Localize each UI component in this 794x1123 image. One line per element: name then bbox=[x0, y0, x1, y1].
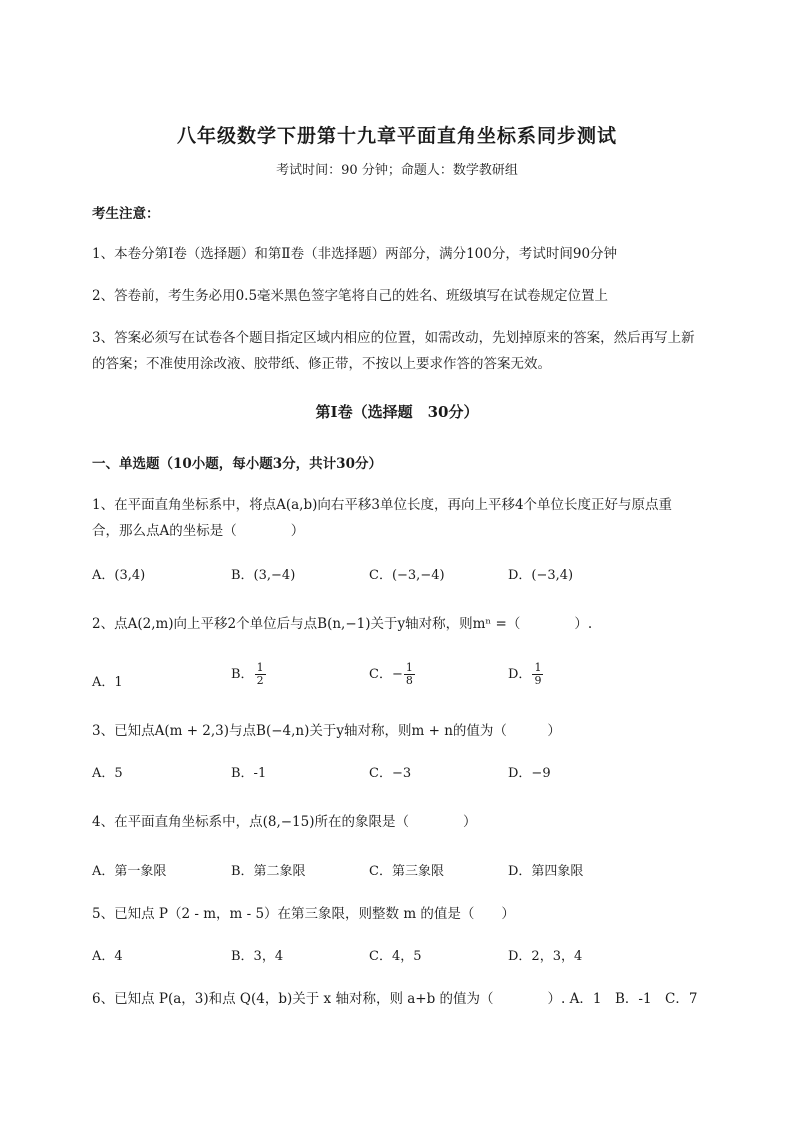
fraction bbox=[255, 662, 266, 687]
question-6-line-1: 6、已知点 P(a，3)和点 Q(4，b)关于 x 轴对称，则 a+b 的值为（ ）. A．1 B．-1 C．7 bbox=[92, 991, 698, 1007]
numerator: 1 bbox=[256, 661, 264, 674]
question-4-option-a[interactable]: A．第一象限 bbox=[92, 864, 167, 879]
option-c-label: C．− bbox=[369, 667, 403, 682]
question-3-line-1: 3、已知点A(m + 2,3)与点B(−4,n)关于y轴对称，则m + n的值为（ ） bbox=[92, 723, 561, 739]
question-1-option-b[interactable]: B．(3,−4) bbox=[231, 568, 296, 583]
question-5-option-b[interactable]: B．3，4 bbox=[231, 949, 284, 964]
question-5-option-d[interactable]: D．2，3，4 bbox=[508, 949, 583, 964]
question-1-line-2: 合，那么点A的坐标是（ ） bbox=[92, 523, 305, 539]
notice-item-3: 3、答案必须写在试卷各个题目指定区域内相应的位置，如需改动，先划掉原来的答案，然后再写上新 bbox=[92, 330, 695, 346]
question-3-option-a[interactable]: A．5 bbox=[92, 766, 123, 781]
numerator: 1 bbox=[534, 661, 542, 674]
question-1-option-c[interactable]: C．(−3,−4) bbox=[369, 568, 445, 583]
question-5-option-a[interactable]: A．4 bbox=[92, 949, 123, 964]
fraction bbox=[404, 662, 415, 687]
question-2-line-1: 2、点A(2,m)向上平移2个单位后与点B(n,−1)关于y轴对称，则mⁿ =（ ）. bbox=[92, 616, 593, 632]
question-4-option-b[interactable]: B．第二象限 bbox=[231, 864, 306, 879]
page-title: 八年级数学下册第十九章平面直角坐标系同步测试 bbox=[176, 125, 617, 147]
question-4-line-1: 4、在平面直角坐标系中，点(8,−15)所在的象限是（ ） bbox=[92, 814, 477, 830]
question-4-option-c[interactable]: C．第三象限 bbox=[369, 864, 444, 879]
numerator: 1 bbox=[405, 661, 413, 674]
denominator: 9 bbox=[534, 674, 542, 687]
question-1-line-1: 1、在平面直角坐标系中，将点A(a,b)向右平移3单位长度，再向上平移4个单位长度正好与原点重 bbox=[92, 497, 673, 513]
question-2-option-b[interactable] bbox=[231, 662, 267, 687]
question-1-option-d[interactable]: D．(−3,4) bbox=[508, 568, 574, 583]
denominator: 8 bbox=[405, 674, 413, 687]
option-d-label: D． bbox=[508, 667, 532, 682]
question-5-option-c[interactable]: C．4，5 bbox=[369, 949, 422, 964]
notice-heading: 考生注意： bbox=[92, 206, 160, 222]
part-title: 一、单选题（10小题，每小题3分，共计30分） bbox=[92, 456, 382, 472]
question-4-option-d[interactable]: D．第四象限 bbox=[508, 864, 584, 879]
denominator: 2 bbox=[256, 674, 264, 687]
question-3-option-d[interactable]: D．−9 bbox=[508, 766, 551, 781]
notice-item-3-cont: 的答案；不准使用涂改液、胶带纸、修正带，不按以上要求作答的答案无效。 bbox=[92, 356, 551, 372]
fraction bbox=[532, 662, 543, 687]
question-2-option-d[interactable] bbox=[508, 662, 544, 687]
notice-item-2: 2、答卷前，考生务必用0.5毫米黑色签字笔将自己的姓名、班级填写在试卷规定位置上 bbox=[92, 288, 609, 304]
question-1-option-a[interactable]: A．(3,4) bbox=[92, 568, 146, 583]
option-b-label: B． bbox=[231, 667, 254, 682]
question-2-option-a[interactable]: A．1 bbox=[92, 675, 123, 690]
notice-item-1: 1、本卷分第Ⅰ卷（选择题）和第Ⅱ卷（非选择题）两部分，满分100分，考试时间90分钟 bbox=[92, 246, 618, 262]
question-3-option-b[interactable]: B．-1 bbox=[231, 766, 267, 781]
section-title: 第Ⅰ卷（选择题 30分） bbox=[315, 403, 479, 421]
question-2-option-c[interactable] bbox=[369, 662, 416, 687]
exam-info: 考试时间：90 分钟；命题人：数学教研组 bbox=[276, 163, 518, 178]
question-5-line-1: 5、已知点 P（2 - m，m - 5）在第三象限，则整数 m 的值是（ ） bbox=[92, 906, 515, 922]
question-3-option-c[interactable]: C．−3 bbox=[369, 766, 412, 781]
